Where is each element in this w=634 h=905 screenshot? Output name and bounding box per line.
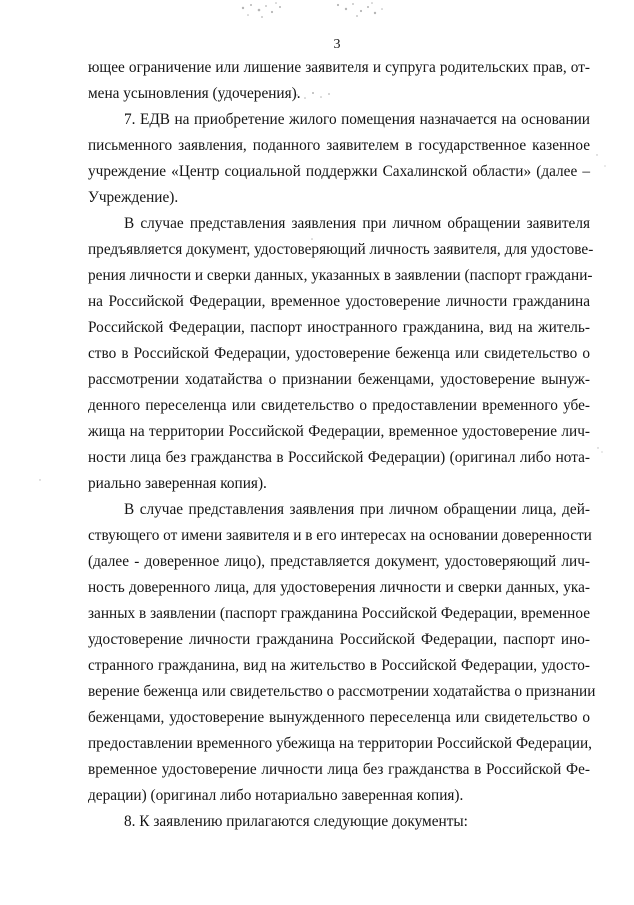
text-line: ствующего от имени заявителя и в его интересах на основании доверенности	[88, 527, 592, 544]
text-line: предъявляется документ, удостоверяющий личность заявителя, для удостове-	[88, 241, 594, 258]
text-line: В случае представления заявления при личном обращении лица, дей-	[124, 501, 590, 518]
text-line: В случае представления заявления при личном обращении заявителя	[124, 215, 590, 232]
text-line: рения личности и сверки данных, указанных в заявлении (паспорт граждани-	[88, 267, 593, 284]
text-line: 7. ЕДВ на приобретение жилого помещения назначается на основании	[124, 111, 590, 128]
text-line: денного переселенца или свидетельство о предоставлении временного убе-	[88, 397, 590, 414]
text-line: (далее - доверенное лицо), представляется документ, удостоверяющий лич-	[88, 553, 590, 570]
text-line: ство в Российской Федерации, удостоверение беженца или свидетельство о	[88, 345, 590, 362]
text-line: 8. К заявлению прилагаются следующие документы:	[124, 813, 468, 830]
text-line: временное удостоверение личности лица без гражданства в Российской Фе-	[88, 761, 590, 778]
text-line: удостоверение личности гражданина Российской Федерации, паспорт ино-	[88, 631, 590, 648]
text-line: ющее ограничение или лишение заявителя и супруга родительских прав, от-	[88, 59, 590, 76]
text-line: странного гражданина, вид на жительство в Российской Федерации, удосто-	[88, 657, 590, 674]
text-line: Российской Федерации, паспорт иностранного гражданина, вид на житель-	[88, 319, 590, 336]
page-number: 3	[333, 37, 341, 52]
text-line: рассмотрении ходатайства о признании беженцами, удостоверение вынуж-	[88, 371, 590, 388]
text-line: жища на территории Российской Федерации, временное удостоверение лич-	[88, 423, 590, 440]
text-line: Учреждение).	[88, 189, 179, 206]
text-line: на Российской Федерации, временное удостоверение личности гражданина	[88, 293, 590, 310]
text-line: предоставлении временного убежища на территории Российской Федерации,	[88, 735, 593, 752]
text-line: мена усыновления (удочерения).	[88, 85, 301, 102]
text-line: ности лица без гражданства в Российской Федерации) (оригинал либо нота-	[88, 449, 590, 466]
text-line: письменного заявления, поданного заявителем в государственное казенное	[88, 137, 590, 154]
text-line: риально заверенная копия).	[88, 475, 267, 492]
text-line: учреждение «Центр социальной поддержки Сахалинской области» (далее –	[88, 163, 590, 180]
text-line: ность доверенного лица, для удостоверения личности и сверки данных, ука-	[88, 579, 590, 596]
text-line: занных в заявлении (паспорт гражданина Российской Федерации, временное	[88, 605, 590, 622]
text-line: беженцами, удостоверение вынужденного переселенца или свидетельство о	[88, 709, 590, 726]
text-line: верение беженца или свидетельство о рассмотрении ходатайства о признании	[88, 683, 596, 700]
text-line: дерации) (оригинал либо нотариально заверенная копия).	[88, 787, 464, 804]
